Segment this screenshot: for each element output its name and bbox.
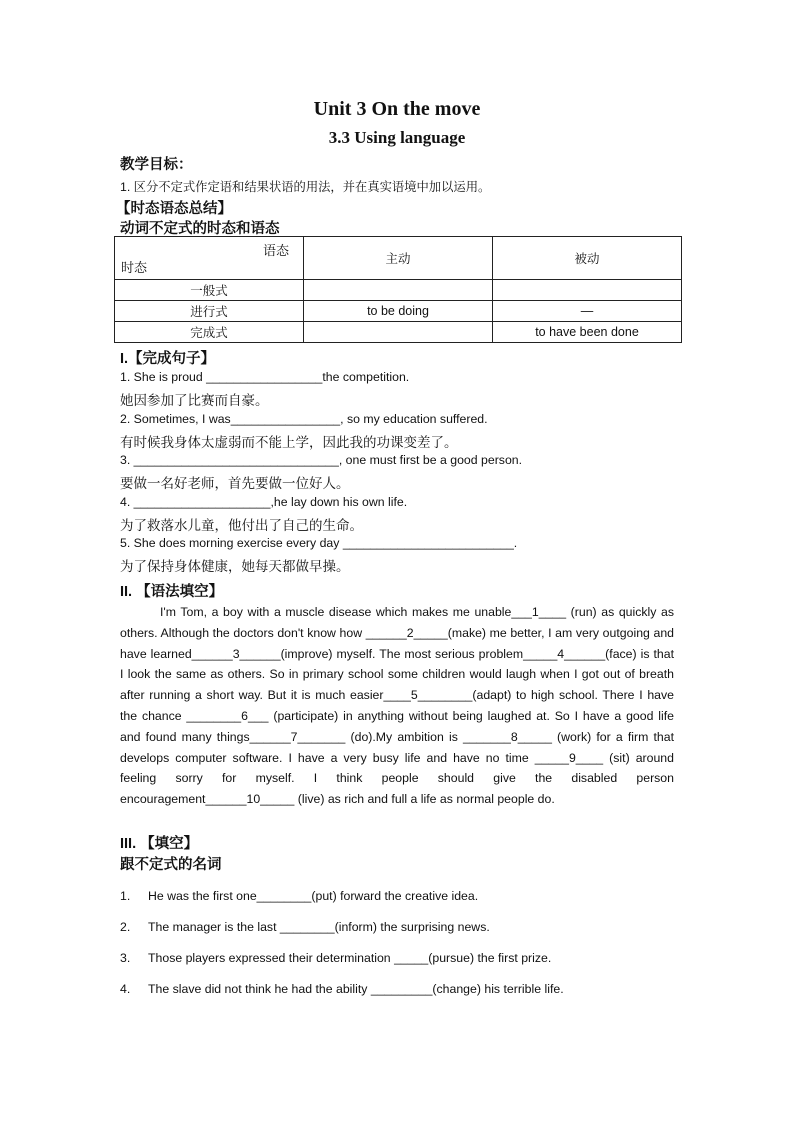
table-corner-cell	[115, 237, 304, 280]
section3-heading: III. 【填空】	[120, 836, 199, 852]
row-passive: —	[493, 301, 682, 322]
fill-item-number: 4.	[120, 982, 131, 996]
fill-item-number: 3.	[120, 951, 131, 965]
tense-voice-table	[114, 236, 682, 343]
sentence-1-en: 1. She is proud _________________the competition.	[120, 370, 410, 384]
table-header-row	[115, 237, 682, 280]
header-active: 主动	[304, 237, 493, 280]
fill-item-text: He was the first one________(put) forward the creative idea.	[148, 889, 479, 903]
sentence-4-zh: 为了救落水儿童，他付出了自己的生命。	[120, 518, 363, 533]
corner-tense-label: 时态	[121, 260, 148, 275]
fill-item	[120, 982, 564, 996]
fill-item	[120, 951, 551, 965]
fill-item-text: The manager is the last ________(inform) the surprising news.	[148, 920, 490, 934]
fill-item	[120, 920, 490, 934]
fill-item-text: Those players expressed their determination _____(pursue) the first prize.	[148, 951, 552, 965]
fill-item-number: 2.	[120, 920, 131, 934]
objectives-heading: 教学目标：	[120, 157, 193, 173]
page-title: Unit 3 On the move	[313, 98, 481, 120]
sentence-1-zh: 她因参加了比赛而自豪。	[120, 393, 269, 408]
sentence-4-en: 4. ____________________,he lay down his own life.	[120, 495, 408, 509]
fill-item-number: 1.	[120, 889, 131, 903]
row-label: 一般式	[115, 280, 304, 301]
section3-subheading: 跟不定式的名词	[120, 857, 222, 873]
corner-voice-label: 语态	[262, 243, 289, 258]
section1-heading: I.【完成句子】	[120, 351, 216, 367]
sentence-2-zh: 有时候我身体太虚弱而不能上学，因此我的功课变差了。	[120, 435, 458, 450]
table-row	[115, 280, 682, 301]
fill-item-text: The slave did not think he had the ability _________(change) his terrible life.	[148, 982, 564, 996]
section2-heading: II. 【语法填空】	[120, 584, 224, 600]
row-active	[304, 280, 493, 301]
summary-subheading: 动词不定式的时态和语态	[120, 221, 280, 237]
cloze-passage-text: I'm Tom, a boy with a muscle disease which makes me unable___1____ (run) as quickly as others. Although the doctors don't know how ______2_____(make) me better, I am very outgoing and have learned______3______(improve) myself. The most serious problem_____4______(face) is that I look the same as others. So in primary school some children would laugh when I got out of breath after running a short way. But it is much easier____5________(adapt) to high school. There I have the chance ________6___ (participate) in anything without being laughed at. So I have a good life and found many things______7_______ (do).My ambition is _______8_____ (work) for a firm that develops computer software. I have a very busy life and have no time _____9____ (sit) around feeling sorry for myself. I think people should give the disabled person encouragement______10_____ (live) as rich and full a life as normal people do.	[120, 605, 674, 807]
table-row	[115, 301, 682, 322]
row-passive: to have been done	[493, 322, 682, 343]
fill-item	[120, 889, 478, 903]
sentence-5-zh: 为了保持身体健康，她每天都做早操。	[120, 559, 350, 574]
cloze-passage	[120, 602, 674, 810]
sentence-3-zh: 要做一名好老师，首先要做一位好人。	[120, 476, 350, 491]
row-label: 完成式	[115, 322, 304, 343]
row-active: to be doing	[304, 301, 493, 322]
row-label: 进行式	[115, 301, 304, 322]
summary-heading: 【时态语态总结】	[116, 201, 232, 217]
sentence-3-en: 3. ______________________________, one must first be a good person.	[120, 453, 523, 467]
sentence-5-en: 5. She does morning exercise every day _________________________.	[120, 536, 518, 550]
sentence-2-en: 2. Sometimes, I was________________, so my education suffered.	[120, 412, 488, 426]
header-passive: 被动	[493, 237, 682, 280]
row-active	[304, 322, 493, 343]
row-passive	[493, 280, 682, 301]
table-row	[115, 322, 682, 343]
objective-item-1: 1. 区分不定式作定语和结果状语的用法，并在真实语境中加以运用。	[120, 180, 491, 194]
page-subtitle: 3.3 Using language	[328, 128, 466, 147]
